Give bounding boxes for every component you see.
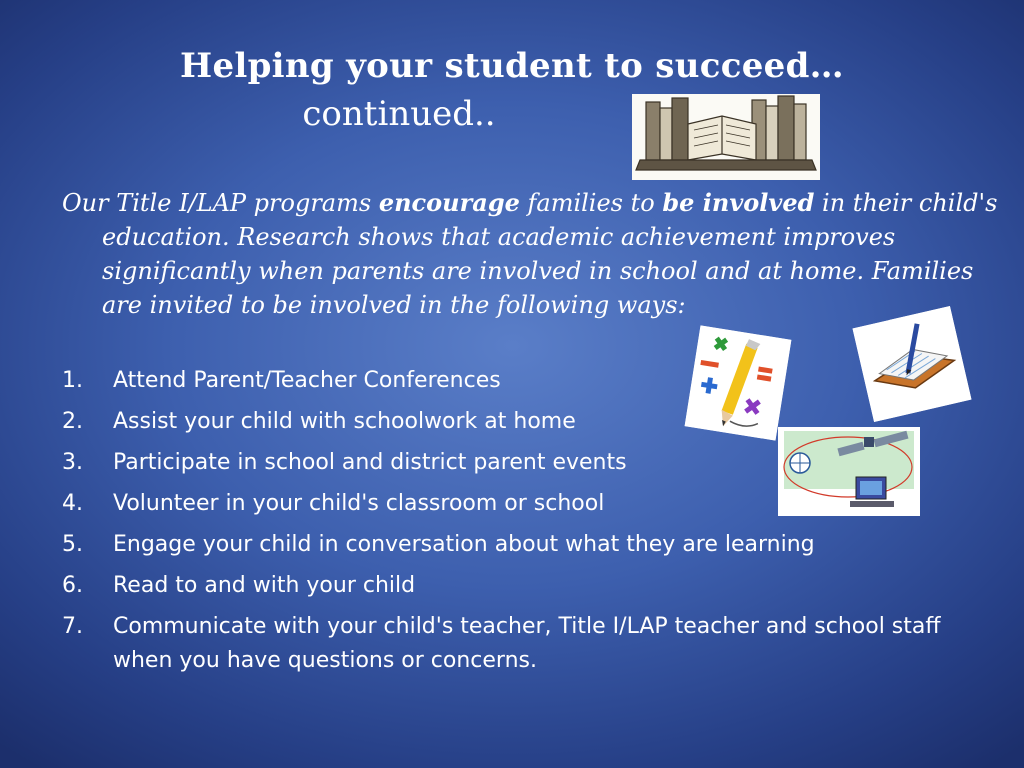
list-item-text: Participate in school and district parent events	[113, 450, 627, 475]
list-item-number: 7.	[62, 614, 83, 639]
list-item-text: Assist your child with schoolwork at home	[113, 409, 576, 434]
list-item-text: Volunteer in your child's classroom or school	[113, 491, 605, 516]
list-item-number: 2.	[62, 409, 83, 434]
list-item-text: Read to and with your child	[113, 573, 416, 598]
intro-emphasis-involved: be involved	[662, 188, 815, 217]
intro-text-2: families to	[519, 189, 663, 217]
list-item-number: 5.	[62, 532, 83, 557]
list-item-text: Communicate with your child's teacher, Title I/LAP teacher and school staff when you have questions or concerns.	[113, 614, 941, 673]
notebook-image	[852, 306, 971, 422]
list-item-number: 6.	[62, 573, 83, 598]
intro-text-1: Our Title I/LAP programs	[62, 189, 379, 217]
list-item-text: Engage your child in conversation about what they are learning	[113, 532, 815, 557]
list-item-number: 3.	[62, 450, 83, 475]
list-item	[62, 610, 942, 678]
list-item-text: Attend Parent/Teacher Conferences	[113, 368, 501, 393]
slide-subtitle: continued..	[302, 94, 496, 134]
intro-text-3: in their child's education. Research shows that academic achievement improves significantly when parents are involved in school and at home. Families are invited to be involved in the following ways:	[102, 189, 998, 319]
list-item	[62, 364, 942, 398]
list-item	[62, 569, 942, 603]
list-item-number: 1.	[62, 368, 83, 393]
intro-emphasis-encourage: encourage	[378, 188, 520, 217]
books-image	[632, 94, 820, 180]
intro-paragraph	[62, 186, 1002, 322]
list-item	[62, 528, 942, 562]
slide-title: Helping your student to succeed…	[180, 46, 844, 86]
math-pencil-image	[685, 325, 792, 440]
satellite-computer-image	[778, 427, 920, 516]
list-item-number: 4.	[62, 491, 83, 516]
involvement-list	[62, 364, 942, 685]
